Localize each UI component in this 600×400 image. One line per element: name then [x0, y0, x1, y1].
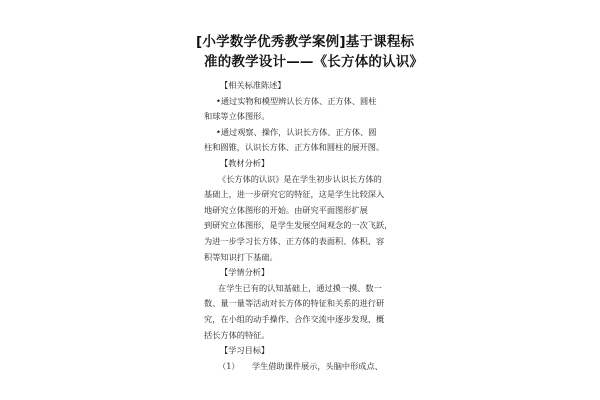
section-heading-students: 【学情分析】: [220, 267, 270, 278]
section-heading-goals: 【学习目标】: [220, 345, 270, 356]
document-body: [204, 78, 404, 374]
material-line-2: 基础上，进一步研究它的特征，这是学生比较深入: [204, 189, 385, 200]
students-line-3: 究，在小组的动手操作、合作交流中逐步发现、概: [204, 313, 385, 324]
standards-line-4: 柱和圆锥，认识长方体、正方体和圆柱的展开图。: [204, 142, 385, 153]
material-line-6: 积等知识打下基础。: [204, 251, 278, 262]
section-heading-standards: 【相关标准陈述】: [220, 80, 286, 90]
standards-line-1: •通过实物和模型辨认长方体、正方体、圆柱: [216, 95, 377, 106]
material-line-5: 为进一步学习长方体、正方体的表面积、体积、容: [204, 235, 385, 246]
material-line-3: 地研究立体图形的开始。由研究平面图形扩展: [204, 204, 368, 215]
goals-line-1: （1） 学生借助课件展示，头脑中形成点、: [218, 360, 383, 371]
students-line-4: 括长方体的特征。: [204, 329, 270, 340]
section-heading-material: 【教材分析】: [220, 157, 270, 168]
material-line-4: 到研究立体图形，是学生发展空间观念的一次飞跃，: [204, 220, 393, 231]
students-line-2: 数、量一量等活动对长方体的特征和关系的进行研: [204, 298, 385, 309]
standards-line-3: •通过观察、操作，认识长方体、正方体、圆: [216, 126, 377, 137]
standards-line-2: 和球等立体图形。: [204, 111, 270, 122]
page-title: [196, 32, 424, 72]
title-line-1: [小学数学优秀教学案例]基于课程标: [196, 34, 415, 50]
title-line-2: 准的教学设计——《长方体的认识》: [204, 54, 424, 70]
students-line-1: 在学生已有的认知基础上，通过摸一摸、数一: [218, 282, 382, 293]
material-line-1: 《长方体的认识》是在学生初步认识长方体的: [218, 173, 382, 184]
